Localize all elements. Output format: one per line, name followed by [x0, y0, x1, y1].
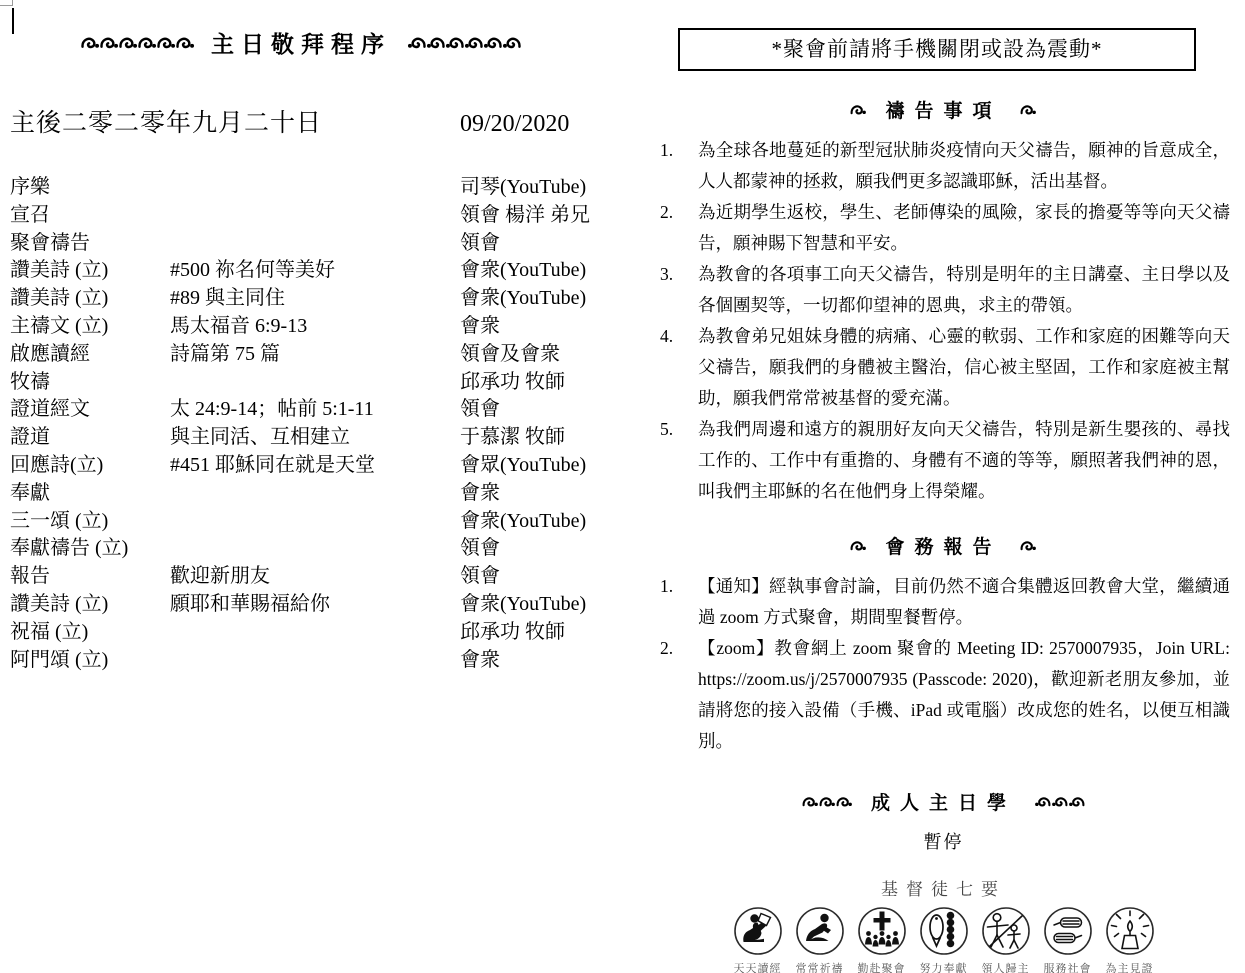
program-item-detail — [170, 619, 460, 647]
program-item-name: 三一頌 (立) — [10, 509, 109, 532]
worship-order-title-row — [10, 26, 592, 59]
report-section-header — [657, 532, 1230, 559]
program-row — [10, 341, 592, 369]
report-item — [657, 633, 1230, 757]
page-margin-crop-mark — [0, 0, 13, 6]
prayer-items-list — [657, 135, 1230, 507]
program-item-detail: 詩篇第 75 篇 — [170, 342, 280, 365]
program-row — [10, 619, 592, 647]
program-row — [10, 647, 592, 675]
phone-notice-box: *聚會前請將手機關閉或設為震動* — [678, 28, 1196, 71]
program-row — [10, 202, 592, 230]
program-row — [10, 285, 592, 313]
program-item-name: 聚會禱告 — [10, 231, 90, 254]
date-chinese: 主後二零二零年九月二十日 — [10, 110, 323, 137]
prayer-item-number: 1. — [660, 140, 674, 160]
seven-essentials-row — [657, 906, 1230, 973]
date-row — [10, 103, 592, 139]
floral-ornament-icon — [850, 539, 867, 552]
program-item-name: 奉獻 — [10, 481, 50, 504]
program-item-who: 會衆 — [460, 648, 500, 671]
prayer-section-title: 禱告事項 — [885, 101, 1002, 122]
program-item-name: 讚美詩 (立) — [10, 259, 109, 282]
worship-order-column — [10, 26, 592, 674]
program-item-name: 讚美詩 (立) — [10, 287, 109, 310]
program-item-name: 祝福 (立) — [10, 620, 89, 643]
seven-essential-label: 努力奉獻 — [919, 963, 968, 973]
program-item-detail — [170, 535, 460, 563]
program-item-detail — [170, 480, 460, 508]
program-item-who: 領會 — [460, 537, 500, 560]
report-section-title: 會務報告 — [885, 537, 1002, 558]
program-row — [10, 535, 592, 563]
floral-ornament-right-icon — [407, 35, 521, 50]
program-item-name: 牧禱 — [10, 370, 50, 393]
program-item-who: 于慕潔 牧師 — [460, 426, 565, 449]
program-item-name: 啟應讀經 — [10, 342, 90, 365]
seven-essential-item — [792, 906, 848, 973]
program-row — [10, 257, 592, 285]
floral-ornament-left-icon — [802, 795, 853, 808]
program-item-detail: 太 24:9-14；帖前 5:1-11 — [170, 398, 374, 421]
program-row — [10, 591, 592, 619]
program-item-detail: #451 耶穌同在就是天堂 — [170, 453, 375, 476]
floral-ornament-icon — [1020, 103, 1037, 116]
program-item-detail: 與主同活、互相建立 — [170, 426, 350, 449]
seven-essential-label: 服務社會 — [1043, 963, 1092, 973]
program-item-detail: 馬太福音 6:9-13 — [170, 314, 308, 337]
program-row — [10, 174, 592, 202]
report-item — [657, 571, 1230, 633]
seven-essential-label: 天天讀經 — [733, 963, 782, 973]
program-item-name: 序樂 — [10, 176, 50, 198]
program-item-who: 司琴(YouTube) — [460, 176, 587, 198]
program-item-name: 宣召 — [10, 203, 50, 226]
page-title: 主日敬拜程序 — [211, 32, 391, 57]
adult-sunday-school-header — [657, 788, 1230, 815]
offering-fish-coins-icon — [919, 906, 969, 956]
program-item-detail: 歡迎新朋友 — [170, 565, 270, 588]
program-item-who: 會衆(YouTube) — [460, 509, 587, 532]
seven-essential-item — [730, 906, 786, 973]
seven-essential-item — [978, 906, 1034, 973]
program-item-detail: 願耶和華賜福給你 — [170, 592, 330, 615]
prayer-item-text: 為近期學生返校，學生、老師傳染的風險，家長的擔憂等等向天父禱告，願神賜下智慧和平安。 — [698, 202, 1230, 253]
program-item-who: 會衆(YouTube) — [460, 287, 587, 310]
program-item-who: 邱承功 牧師 — [460, 370, 565, 393]
program-list — [10, 174, 592, 674]
prayer-item — [657, 321, 1230, 414]
program-row — [10, 396, 592, 424]
prayer-section-header — [657, 96, 1230, 123]
program-row — [10, 452, 592, 480]
seven-essential-label: 為主見證 — [1105, 963, 1154, 973]
program-item-who: 會衆 — [460, 314, 500, 337]
program-row — [10, 369, 592, 397]
program-row — [10, 230, 592, 258]
seven-essential-label: 常常祈禱 — [795, 963, 844, 973]
prayer-item-number: 3. — [660, 264, 674, 284]
prayer-item-text: 為全球各地蔓延的新型冠狀肺炎疫情向天父禱告，願神的旨意成全，人人都蒙神的拯救，願我們更多認識耶穌，活出基督。 — [698, 140, 1230, 191]
program-item-name: 奉獻禱告 (立) — [10, 537, 129, 560]
attend-meetings-icon — [857, 906, 907, 956]
program-item-who: 領會 — [460, 565, 500, 588]
prayer-item-text: 為教會的各項事工向天父禱告，特別是明年的主日講臺、主日學以及各個團契等，一切都仰望神的恩典，求主的帶領。 — [698, 264, 1230, 315]
frequent-prayer-icon — [795, 906, 845, 956]
program-item-detail — [170, 202, 460, 230]
program-item-detail — [170, 508, 460, 536]
program-item-who: 領會 — [460, 231, 500, 254]
program-item-detail — [170, 647, 460, 675]
seven-essential-label: 領人歸主 — [981, 963, 1030, 973]
program-item-detail: #500 祢名何等美好 — [170, 259, 335, 282]
program-item-who: 領會及會衆 — [460, 342, 560, 365]
prayer-item-text: 為我們周邊和遠方的親朋好友向天父禱告，特別是新生嬰孩的、尋找工作的、工作中有重擔的、身體有不適的等等，願照著我們神的恩，叫我們主耶穌的名在他們身上得榮耀。 — [698, 419, 1230, 501]
witness-candle-icon — [1105, 906, 1155, 956]
adult-sunday-school-title: 成人主日學 — [870, 793, 1016, 814]
report-items-list — [657, 571, 1230, 757]
seven-essential-label: 勤赴聚會 — [857, 963, 906, 973]
program-item-detail — [170, 174, 460, 202]
program-item-who: 邱承功 牧師 — [460, 620, 565, 643]
program-item-name: 證道 — [10, 426, 50, 449]
seven-essential-item — [916, 906, 972, 973]
seven-essentials-title: 基督徒七要 — [881, 880, 1006, 899]
seven-essential-item — [1102, 906, 1158, 973]
program-item-who: 會衆(YouTube) — [460, 592, 587, 615]
seven-essential-item — [1040, 906, 1096, 973]
prayer-item-number: 2. — [660, 202, 674, 222]
serve-society-hands-icon — [1043, 906, 1093, 956]
daily-bible-reading-icon — [733, 906, 783, 956]
program-item-detail — [170, 369, 460, 397]
program-row — [10, 424, 592, 452]
program-row — [10, 480, 592, 508]
report-item-text: 【zoom】教會網上 zoom 聚會的 Meeting ID: 2570007935，Join URL: https://zoom.us/j/2570007935 (Passcode: 2020)，歡迎新老朋友參加，並請將您的接入設備（手機、iPad 或電腦）改成您的姓名，以便互相識別。 — [698, 638, 1230, 751]
program-item-who: 領會 楊洋 弟兄 — [460, 203, 590, 226]
program-item-who: 領會 — [460, 398, 500, 421]
sunday-school-status: 暫停 — [923, 832, 964, 852]
program-item-detail — [170, 230, 460, 258]
floral-ornament-icon — [1020, 539, 1037, 552]
program-item-name: 回應詩(立) — [10, 453, 104, 476]
program-row — [10, 313, 592, 341]
prayer-item-number: 5. — [660, 419, 674, 439]
date-english: 09/20/2020 — [460, 111, 570, 137]
program-item-name: 證道經文 — [10, 398, 90, 421]
program-row — [10, 563, 592, 591]
program-item-detail: #89 與主同住 — [170, 287, 285, 310]
program-item-who: 會衆 — [460, 481, 500, 504]
program-item-name: 報告 — [10, 565, 50, 588]
prayer-item-number: 4. — [660, 326, 674, 346]
program-item-name: 阿門頌 (立) — [10, 648, 109, 671]
announcements-column — [657, 28, 1230, 973]
report-item-text: 【通知】經執事會討論，目前仍然不適合集體返回教會大堂，繼續通過 zoom 方式聚會，期間聖餐暫停。 — [698, 576, 1230, 627]
report-item-number: 2. — [660, 638, 674, 658]
prayer-item — [657, 197, 1230, 259]
program-item-name: 讚美詩 (立) — [10, 592, 109, 615]
report-item-number: 1. — [660, 576, 674, 596]
floral-ornament-right-icon — [1034, 795, 1085, 808]
program-item-name: 主禱文 (立) — [10, 314, 109, 337]
program-item-who: 會衆(YouTube) — [460, 259, 587, 282]
prayer-item — [657, 259, 1230, 321]
program-item-who: 會眾(YouTube) — [460, 453, 587, 476]
lead-people-to-lord-icon — [981, 906, 1031, 956]
program-row — [10, 508, 592, 536]
floral-ornament-left-icon — [81, 35, 195, 50]
prayer-item-text: 為教會弟兄姐妹身體的病痛、心靈的軟弱、工作和家庭的困難等向天父禱告，願我們的身體被主醫治，信心被主堅固，工作和家庭被主幫助，願我們常常被基督的愛充滿。 — [698, 326, 1230, 408]
prayer-item — [657, 414, 1230, 507]
floral-ornament-icon — [850, 103, 867, 116]
prayer-item — [657, 135, 1230, 197]
seven-essential-item — [854, 906, 910, 973]
